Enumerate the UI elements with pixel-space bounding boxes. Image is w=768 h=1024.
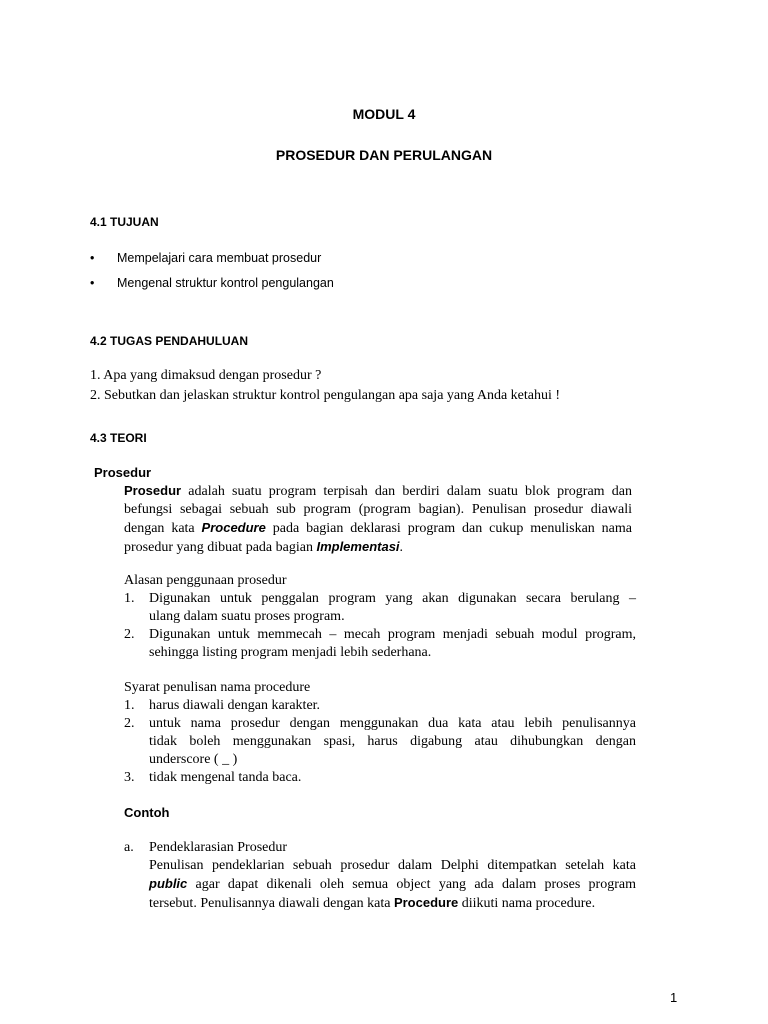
question-item: 1. Apa yang dimaksud dengan prosedur ? <box>90 368 322 383</box>
bullet-item: • Mempelajari cara membuat prosedur <box>90 251 322 265</box>
section-heading-tujuan: 4.1 TUJUAN <box>90 215 159 229</box>
list-item: 2. Digunakan untuk memmecah – mecah program menjadi sebuah modul program, sehingga listing program menjadi lebih sederhana. <box>124 627 636 660</box>
list-item: a. Pendeklarasian Prosedur Penulisan pendeklarian sebuah prosedur dalam Delphi ditempatkan setelah kata public agar dapat dikenali oleh semua object yang ada dalam proses program tersebut. Penulisannya diawali dengan kata Procedure diikuti nama procedure. <box>124 840 636 911</box>
question-item: 2. Sebutkan dan jelaskan struktur kontrol pengulangan apa saja yang Anda ketahui ! <box>90 388 561 403</box>
alasan-intro: Alasan penggunaan prosedur <box>124 573 287 588</box>
bullet-item: • Mengenal struktur kontrol pengulangan <box>90 276 334 290</box>
bullet-icon: • <box>90 251 95 265</box>
page-title: MODUL 4 <box>352 106 416 122</box>
syarat-list <box>124 697 636 787</box>
subheading-prosedur: Prosedur <box>94 465 152 480</box>
list-item: 3. tidak mengenal tanda baca. <box>124 770 302 785</box>
list-item: 1. harus diawali dengan karakter. <box>124 698 321 713</box>
syarat-intro: Syarat penulisan nama procedure <box>124 680 311 695</box>
list-item: 2. untuk nama prosedur dengan menggunakan dua kata atau lebih penulisannya tidak boleh menggunakan spasi, harus digabung atau dihubungkan dengan underscore ( _ ) <box>124 716 636 767</box>
subheading-contoh: Contoh <box>124 805 170 820</box>
page-number: 1 <box>670 990 678 1005</box>
section-heading-teori: 4.3 TEORI <box>90 431 147 445</box>
bullet-icon: • <box>90 276 95 290</box>
section-heading-tugas: 4.2 TUGAS PENDAHULUAN <box>90 334 249 348</box>
paragraph-prosedur: Prosedur adalah suatu program terpisah dan berdiri dalam suatu blok program dan befungsi sebagai sebuah sub program (program bagian). Penulisan prosedur diawali dengan kata Procedure pada bagian deklarasi program dan cukup menuliskan nama prosedur yang dibuat pada bagian Implementasi. <box>124 483 633 555</box>
alasan-list <box>124 590 636 662</box>
list-item: 1. Digunakan untuk penggalan program yang akan digunakan secara berulang – ulang dalam suatu proses program. <box>124 591 636 624</box>
page-subtitle: PROSEDUR DAN PERULANGAN <box>275 147 493 163</box>
contoh-list <box>124 839 636 913</box>
